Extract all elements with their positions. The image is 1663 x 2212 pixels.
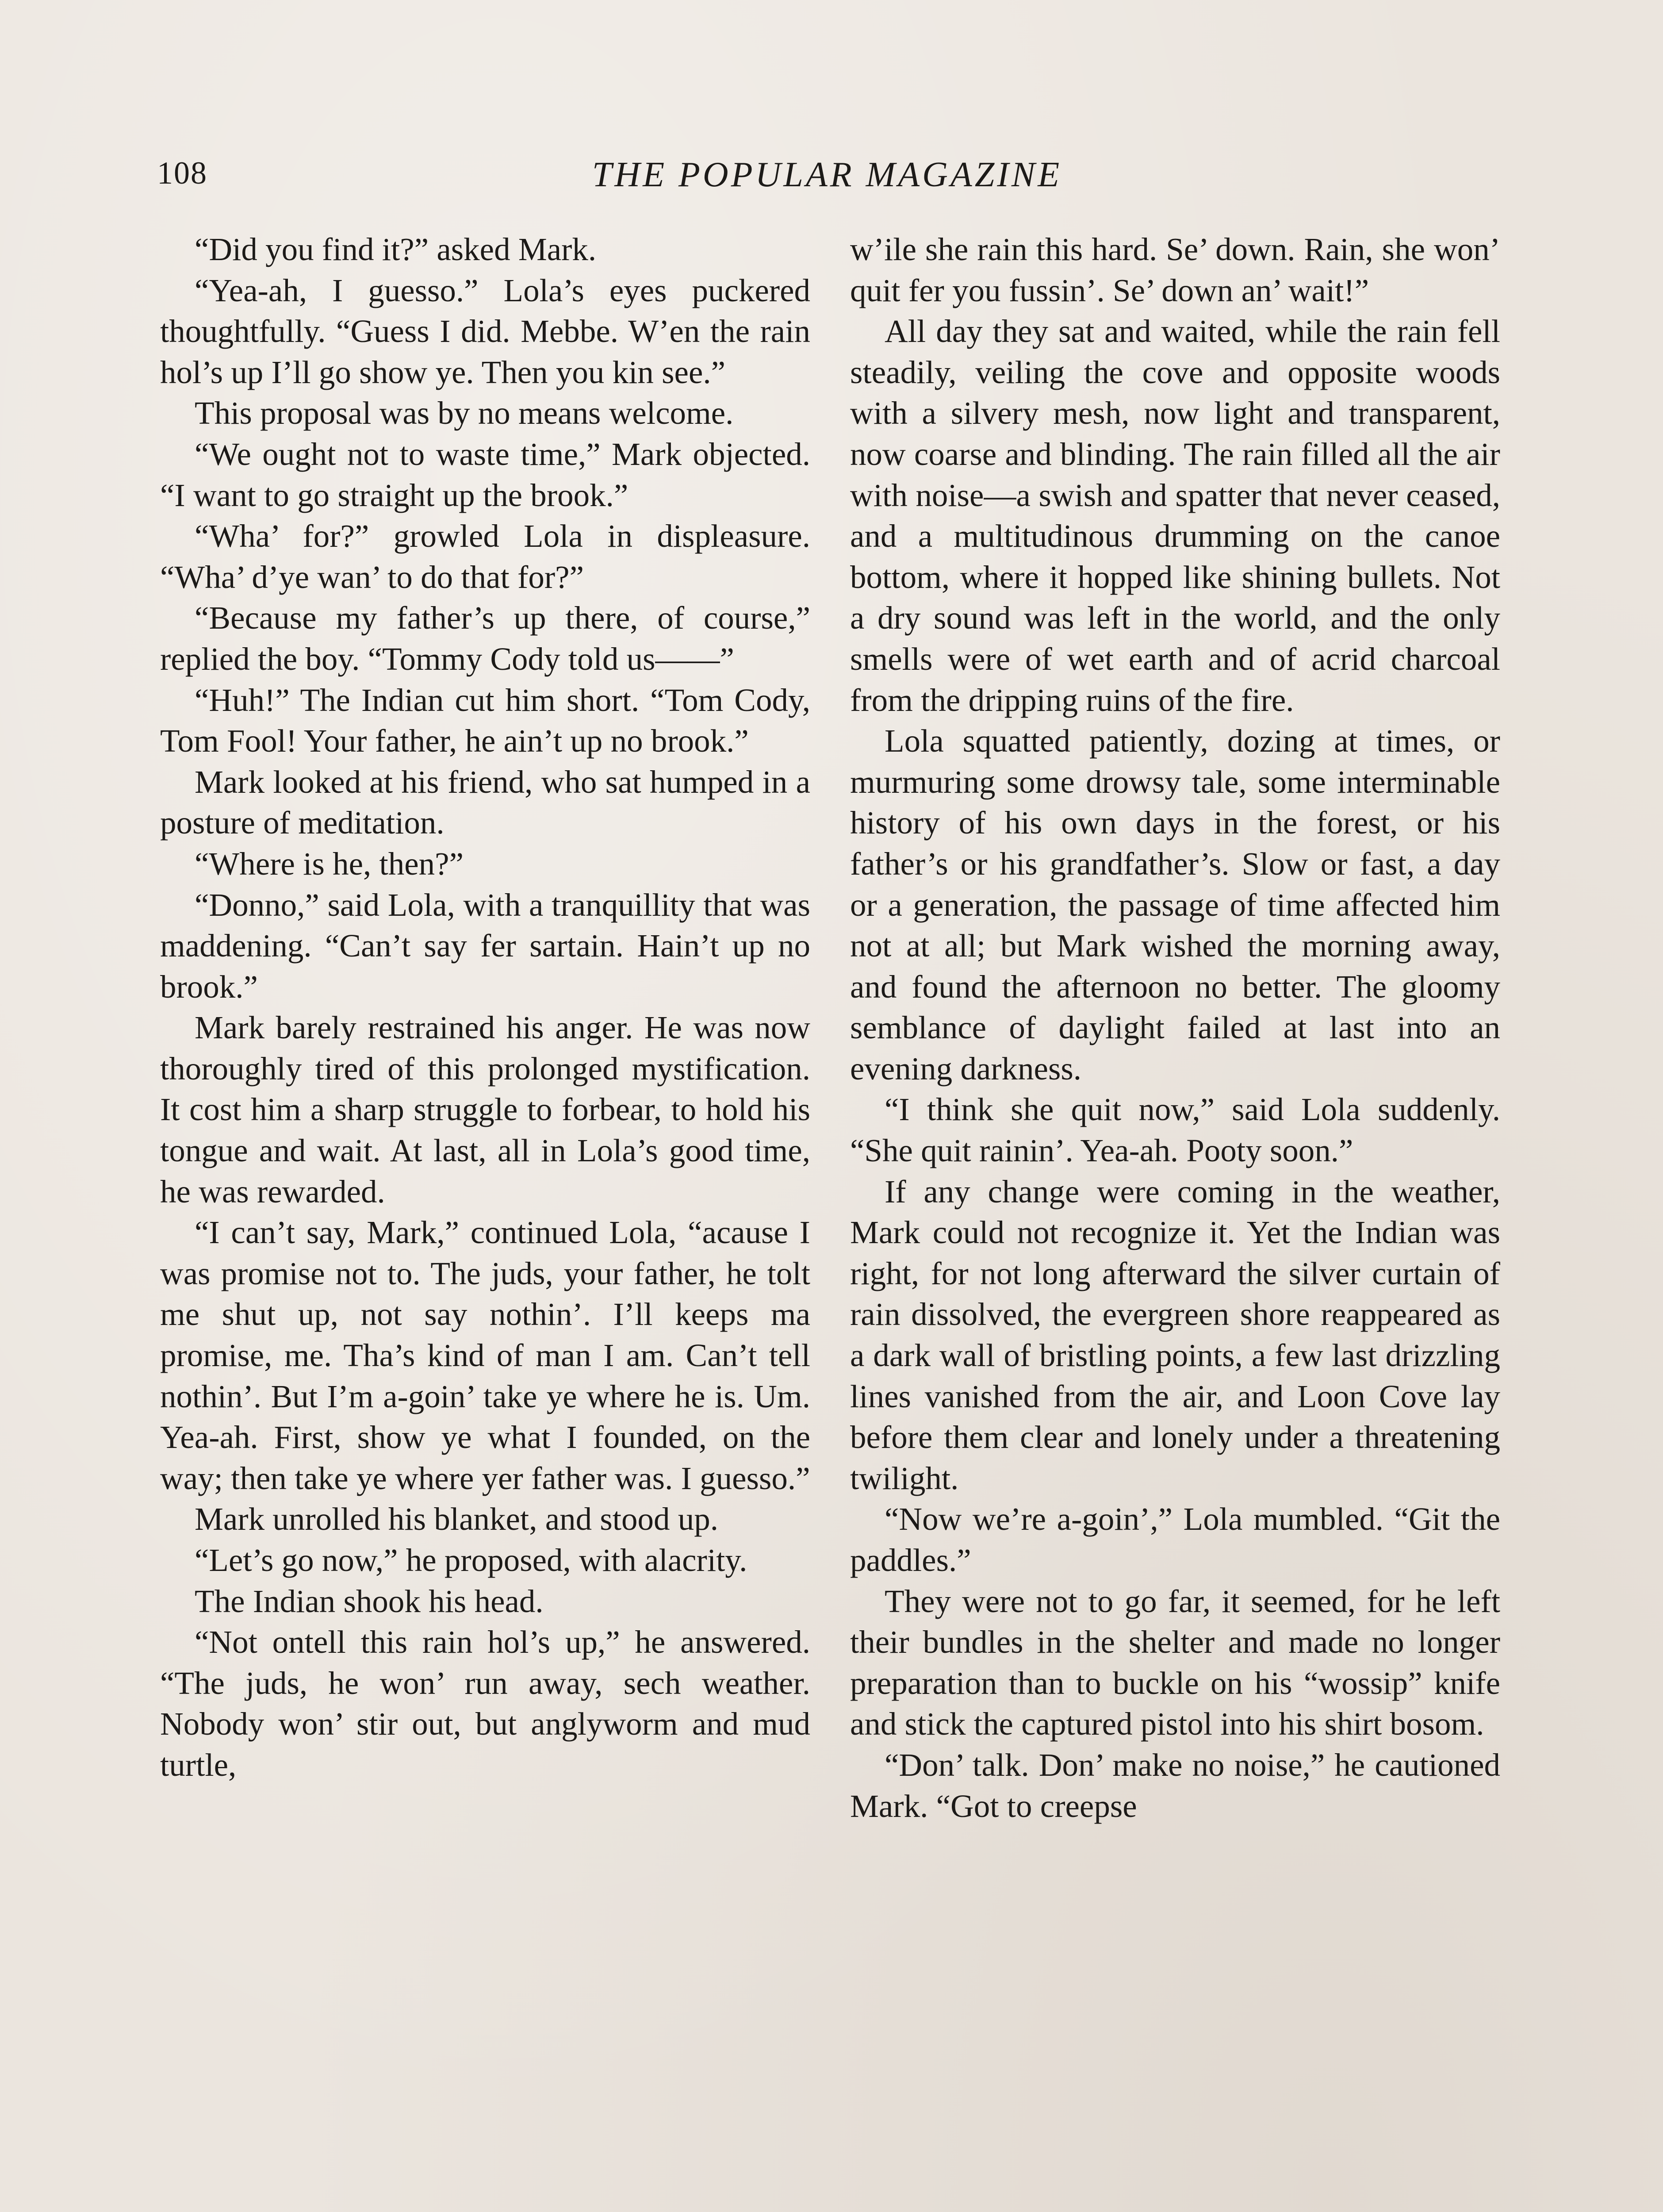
paragraph: Mark looked at his friend, who sat humped in a posture of meditation. bbox=[160, 764, 810, 841]
paragraph: “We ought not to waste time,” Mark objected. “I want to go straight up the brook.” bbox=[160, 436, 810, 513]
paragraph: w’ile she rain this hard. Se’ down. Rain, she won’ quit fer you fussin’. Se’ down an’ wait!” bbox=[850, 231, 1500, 308]
paragraph: “Let’s go now,” he proposed, with alacrity. bbox=[195, 1542, 747, 1578]
paragraph: Mark barely restrained his anger. He was now thoroughly tired of this prolonged mystification. It cost him a sharp struggle to forbear, to hold his tongue and wait. At last, all in Lola’s good time, he was rewarded. bbox=[160, 1010, 810, 1210]
paragraph: “I think she quit now,” said Lola suddenly. “She quit rainin’. Yea-ah. Pooty soon.” bbox=[850, 1091, 1500, 1169]
paragraph: Mark unrolled his blanket, and stood up. bbox=[195, 1501, 719, 1537]
paragraph: If any change were coming in the weather, Mark could not recognize it. Yet the Indian was right, for not long afterward the silver curtain of rain dissolved, the evergreen shore reappeared as a dark wall of bristling points, a few last drizzling lines vanished from the air, and Loon Cove lay before them clear and lonely under a threatening twilight. bbox=[850, 1173, 1500, 1496]
paragraph: “Donno,” said Lola, with a tranquillity that was maddening. “Can’t say fer sartain. Hain’t up no brook.” bbox=[160, 887, 810, 1005]
left-text-column bbox=[160, 229, 810, 1786]
paragraph: “Don’ talk. Don’ make no noise,” he cautioned Mark. “Got to creepse bbox=[850, 1747, 1500, 1824]
paragraph: This proposal was by no means welcome. bbox=[195, 395, 734, 431]
paragraph: “Huh!” The Indian cut him short. “Tom Cody, Tom Fool! Your father, he ain’t up no brook.” bbox=[160, 682, 810, 759]
paragraph: “Yea-ah, I guesso.” Lola’s eyes puckered thoughtfully. “Guess I did. Mebbe. W’en the rain hol’s up I’ll go show ye. Then you kin see.” bbox=[160, 272, 810, 390]
paragraph: “Not ontell this rain hol’s up,” he answered. “The juds, he won’ run away, sech weather. Nobody won’ stir out, but anglyworm and mud turtle, bbox=[160, 1624, 810, 1783]
paragraph: All day they sat and waited, while the rain fell steadily, veiling the cove and opposite woods with a silvery mesh, now light and transparent, now coarse and blinding. The rain filled all the air with noise—a swish and spatter that never ceased, and a multitudinous drumming on the canoe bottom, where it hopped like shining bullets. Not a dry sound was left in the world, and the only smells were of wet earth and of acrid charcoal from the dripping ruins of the fire. bbox=[850, 313, 1500, 718]
paragraph: “Now we’re a-goin’,” Lola mumbled. “Git the paddles.” bbox=[850, 1501, 1500, 1578]
paragraph: “Because my father’s up there, of course,” replied the boy. “Tommy Cody told us——” bbox=[160, 600, 810, 677]
paragraph: The Indian shook his head. bbox=[195, 1583, 544, 1619]
paragraph: “Wha’ for?” growled Lola in displeasure. “Wha’ d’ye wan’ to do that for?” bbox=[160, 518, 810, 595]
paragraph: “Did you find it?” asked Mark. bbox=[195, 231, 597, 267]
paragraph: “Where is he, then?” bbox=[195, 845, 464, 882]
right-text-column bbox=[850, 229, 1500, 1827]
paragraph: “I can’t say, Mark,” continued Lola, “acause I was promise not to. The juds, your father, he tolt me shut up, not say nothin’. I’ll keeps ma promise, me. Tha’s kind of man I am. Can’t tell nothin’. But I’m a-goin’ take ye where he is. Um. Yea-ah. First, show ye what I founded, on the way; then take ye where yer father was. I guesso.” bbox=[160, 1214, 810, 1496]
paragraph: They were not to go far, it seemed, for he left their bundles in the shelter and made no longer preparation than to buckle on his “wossip” knife and stick the captured pistol into his shirt bosom. bbox=[850, 1583, 1500, 1742]
running-title: THE POPULAR MAGAZINE bbox=[592, 155, 1062, 194]
page-number: 108 bbox=[157, 155, 207, 191]
paragraph: Lola squatted patiently, dozing at times, or murmuring some drowsy tale, some interminable history of his own days in the forest, or his father’s or his grandfather’s. Slow or fast, a day or a generation, the passage of time affected him not at all; but Mark wished the morning away, and found the afternoon no better. The gloomy semblance of daylight failed at last into an evening darkness. bbox=[850, 723, 1500, 1087]
page-header bbox=[157, 155, 1497, 204]
